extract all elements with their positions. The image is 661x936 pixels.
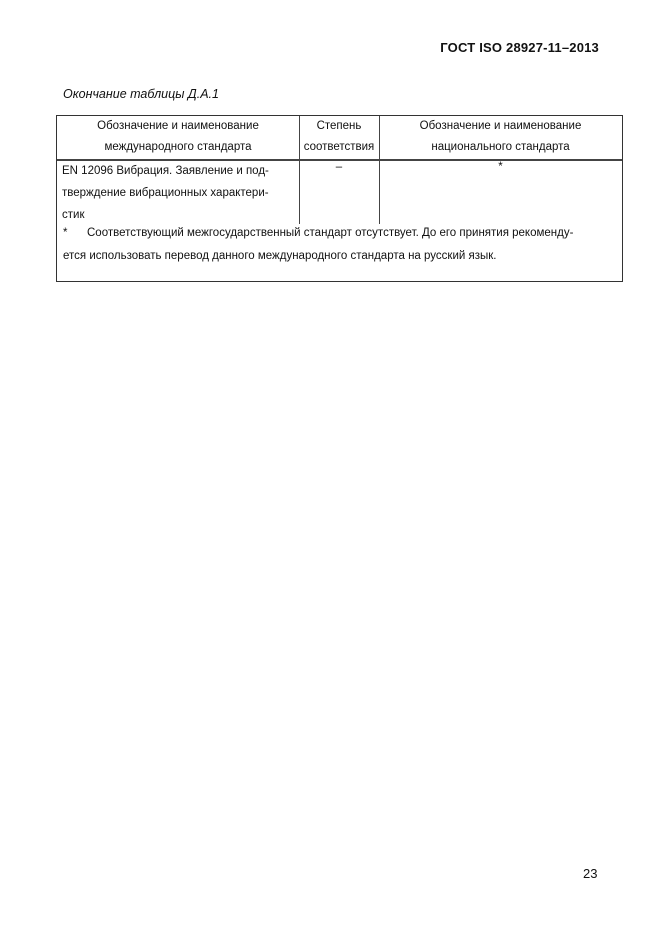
standards-table bbox=[56, 115, 623, 282]
page-number: 23 bbox=[583, 866, 598, 881]
table-footnote bbox=[63, 222, 616, 268]
footnote-marker: * bbox=[63, 227, 68, 239]
table-caption: Окончание таблицы Д.А.1 bbox=[63, 87, 219, 101]
table-header-row bbox=[57, 116, 622, 161]
footnote-text-line1: Соответствующий межгосударственный стандарт отсутствует. До его принятия рекоменду- bbox=[87, 227, 574, 239]
document-code: ГОСТ ISO 28927-11–2013 bbox=[440, 40, 599, 55]
cell-national-standard: * bbox=[498, 161, 503, 173]
cell-intl-standard: EN 12096 Вибрация. Заявление и под- тверждение вибрационных характери- стик bbox=[62, 165, 269, 221]
cell-degree: – bbox=[335, 161, 343, 173]
header-national-standard: Обозначение и наименование национального стандарта bbox=[419, 120, 582, 153]
table-row bbox=[57, 160, 622, 224]
footnote-text-line2: ется использовать перевод данного международного стандарта на русский язык. bbox=[63, 250, 497, 262]
header-intl-standard: Обозначение и наименование международного стандарта bbox=[97, 120, 259, 153]
header-degree: Степень соответствия bbox=[303, 120, 375, 153]
